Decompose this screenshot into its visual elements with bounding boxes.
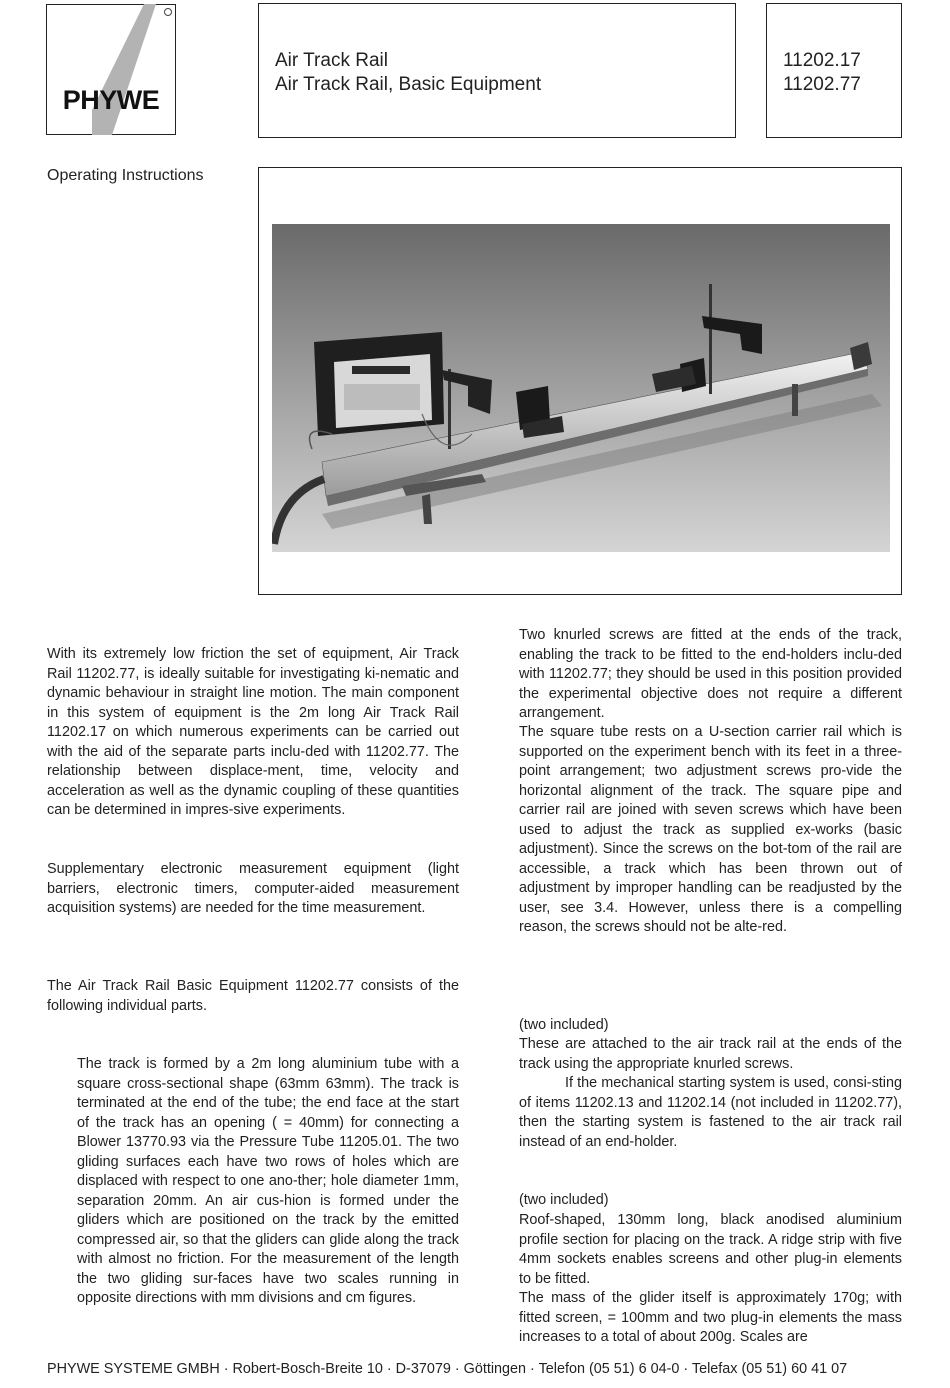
end-holders-count: (two included) bbox=[519, 1017, 609, 1033]
glider-mass-paragraph: The mass of the glider itself is approximately 170g; with fitted screen, = 100mm and two plug-in elements the mass increases to a total of about 200g. Scales are bbox=[519, 1290, 902, 1345]
track-description-paragraph: The track is formed by a 2m long aluminium tube with a square cross-sectional shape (63mm 63mm). The track is terminated at the end of the tube; the end face at the start of the track has an opening ( = 40mm) for connecting a Blower 13770.93 via the Pressure Tube 11205.01. The two gliding surfaces each have two rows of holes which are displaced with respect to one ano-ther; hole diameter 1mm, separation 20mm. An air cus-hion is formed under the gliders which are positioned on the track by the emitted compressed air, so that the gliders can glide along the track with almost no friction. For the measurement of the length the two gliding sur-faces have two scales running in opposite directions with mm divisions and cm figures. bbox=[77, 1056, 459, 1306]
article-number-1: 11202.17 bbox=[783, 50, 861, 71]
basic-equipment-paragraph: The Air Track Rail Basic Equipment 11202.77 consists of the following individual parts. bbox=[47, 978, 459, 1014]
company-footer: PHYWE SYSTEME GMBH · Robert-Bosch-Breite 10 · D-37079 · Göttingen · Telefon (05 51) 6 04-0 · Telefax (05 51) 60 41 07 bbox=[47, 1361, 848, 1377]
intro-paragraph: With its extremely low friction the set of equipment, Air Track Rail 11202.77, is ideally suitable for investigating ki-nematic and dynamic behaviour in straight line motion. The main component in this system of equipment is the 2m long Air Track Rail 11202.17 on which numerous experiments can be carried out with the aid of the separate parts inclu-ded with 11202.77. The relationship between displace-ment, time, velocity and acceleration as well as the dynamic coupling of these quantities can be determined in impres-sive experiments. bbox=[47, 646, 459, 818]
knurled-screws-paragraph: Two knurled screws are fitted at the ends of the track, enabling the track to be fitted to the end-holders inclu-ded with 11202.77; they should be used in this position provided the experimental objective does not require a different arrangement. bbox=[519, 627, 902, 721]
document-type-label: Operating Instructions bbox=[47, 167, 204, 184]
phywe-logo bbox=[46, 4, 176, 135]
starting-system-paragraph: If the mechanical starting system is used, consi-sting of items 11202.13 and 11202.14 (not included in 11202.77), then the starting system is fastened to the air track rail instead of an end-holder. bbox=[519, 1075, 902, 1150]
logo-text: PHYWE bbox=[62, 85, 160, 115]
title-box bbox=[258, 3, 736, 138]
end-holders-description: These are attached to the air track rail at the ends of the track using the appropriate knurled screws. bbox=[519, 1036, 902, 1072]
air-track-photo bbox=[272, 224, 890, 552]
title-line-2: Air Track Rail, Basic Equipment bbox=[275, 74, 542, 95]
gliders-count: (two included) bbox=[519, 1192, 609, 1208]
gliders-description: Roof-shaped, 130mm long, black anodised aluminium profile section for placing on the track. A ridge strip with five 4mm sockets enables screens and other plug-in elements to be fitted. bbox=[519, 1212, 902, 1287]
article-number-box bbox=[766, 3, 902, 138]
supplementary-paragraph: Supplementary electronic measurement equipment (light barriers, electronic timers, computer-aided measurement acquisition systems) are needed for the time measurement. bbox=[47, 861, 459, 916]
carrier-rail-paragraph: The square tube rests on a U-section carrier rail which is supported on the experiment bench with its feet in a three-point arrangement; two adjustment screws pro-vide the horizontal alignment of the track. The square pipe and carrier rail are joined with seven screws which have been used to adjust the track as supplied ex-works (basic adjustment). Since the screws on the bot-tom of the rail are accessible, a track which has been thrown out of adjustment by improper handling can be readjusted by the user, see 3.4. However, unless there is a compelling reason, the screws should not be alte-red. bbox=[519, 724, 902, 935]
title-line-1: Air Track Rail bbox=[275, 50, 388, 71]
article-number-2: 11202.77 bbox=[783, 74, 861, 95]
